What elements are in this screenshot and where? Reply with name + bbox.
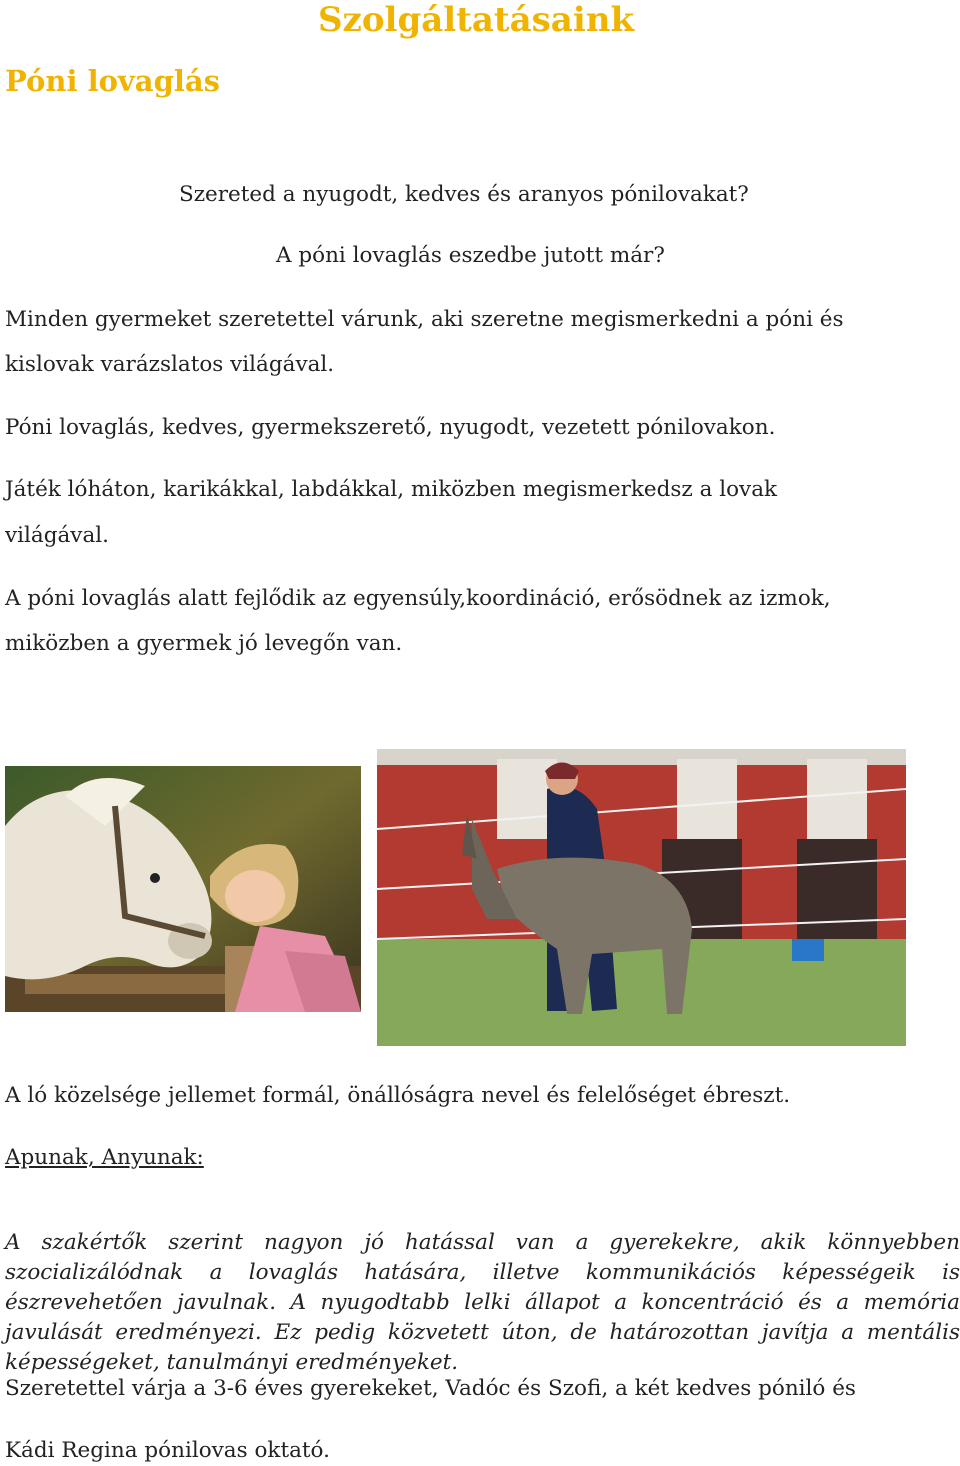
intro-question-1: Szereted a nyugodt, kedves és aranyos pónilovakat? [179,182,749,207]
paragraph-welcome-line1: Minden gyermeket szeretettel várunk, aki szeretne megismerkedni a póni és [5,307,844,332]
paragraph-benefits-line1: A póni lovaglás alatt fejlődik az egyensúly,koordináció, erősödnek az izmok, [5,586,831,611]
closing-line-2: Kádi Regina pónilovas oktató. [5,1438,330,1463]
paragraph-benefits-line2: miközben a gyermek jó levegőn van. [5,631,403,656]
section-title: Póni lovaglás [5,64,220,98]
paragraph-character: A ló közelsége jellemet formál, önállóságra nevel és felelőséget ébreszt. [5,1083,791,1108]
paragraph-welcome-line2: kislovak varázslatos világával. [5,352,335,377]
closing-line-1: Szeretettel várja a 3-6 éves gyerekeket, Vadóc és Szofi, a két kedves póniló és [5,1376,856,1401]
pony-and-girl-photo [5,766,361,1012]
expert-opinion-paragraph: A szakértők szerint nagyon jó hatással van a gyerekekre, akik könnyebben szocializálódnak a lovaglás hatására, illetve kommunikációs képességeik is észrevehetően javulnak. A nyugodtabb lelki állapot a koncentráció és a memória javulását eredményezi. Ez pedig közvetett úton, de határozottan javítja a mentális képességeket, tanulmányi eredményeket. [5,1229,960,1376]
paragraph-games-line1: Játék lóháton, karikákkal, labdákkal, miközben megismerkedsz a lovak [5,477,778,502]
parents-heading: Apunak, Anyunak: [5,1145,204,1170]
page-title: Szolgáltatásaink [318,0,635,40]
paragraph-pony-riding: Póni lovaglás, kedves, gyermekszerető, nyugodt, vezetett pónilovakon. [5,415,776,440]
intro-question-2: A póni lovaglás eszedbe jutott már? [276,243,665,268]
paragraph-games-line2: világával. [5,523,109,548]
donkey-at-stable-photo [377,749,906,1046]
